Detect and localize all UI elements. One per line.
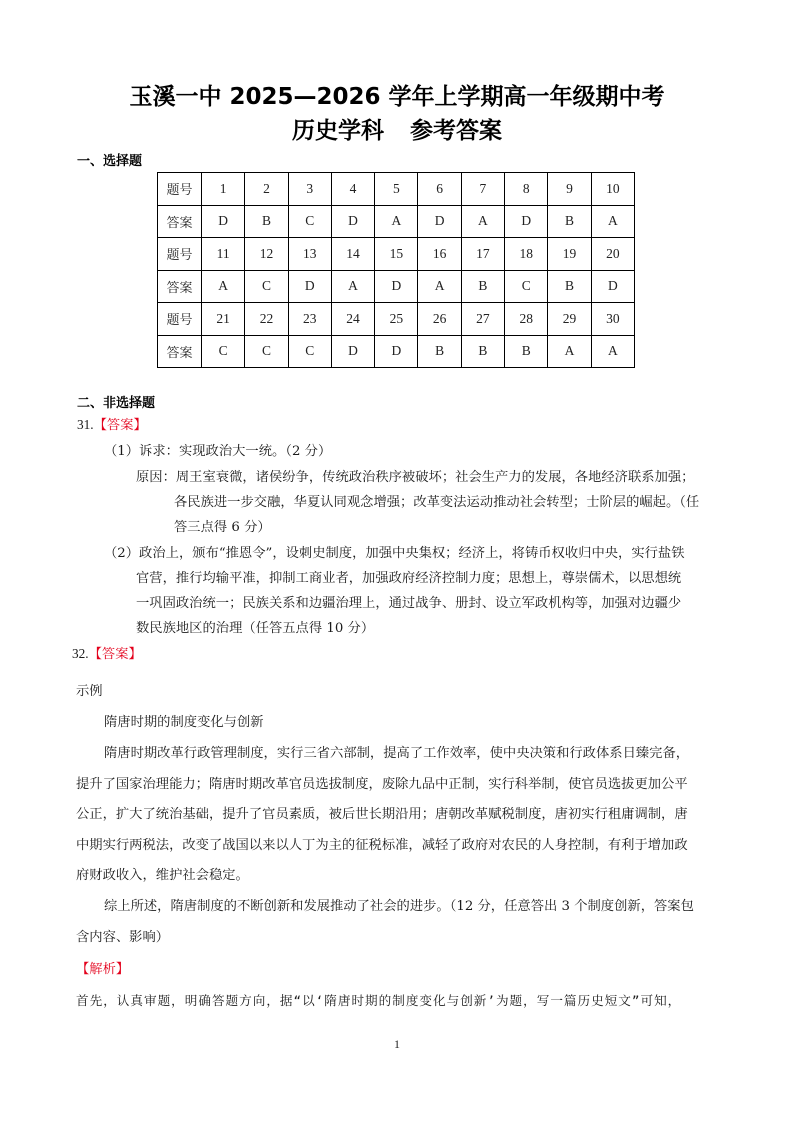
q32-essay-line: 隋唐时期改革行政管理制度，实行三省六部制，提高了工作效率，使中央决策和行政体系日臻完备， [104, 746, 690, 761]
answer-cell: A [331, 270, 374, 303]
question-number-cell: 13 [288, 238, 331, 271]
question-number-cell: 8 [505, 173, 548, 206]
answer-cell: B [418, 335, 461, 368]
question-number-cell: 24 [331, 303, 374, 336]
q32-conclusion-line: 含内容、影响） [76, 930, 170, 945]
answer-cell: A [418, 270, 461, 303]
answer-row [158, 335, 635, 368]
question-number-cell: 6 [418, 173, 461, 206]
answer-row-label: 答案 [158, 270, 202, 303]
question-number-cell: 25 [375, 303, 418, 336]
answer-cell: A [375, 205, 418, 238]
answer-cell: B [245, 205, 288, 238]
question-number-cell: 12 [245, 238, 288, 271]
document-subtitle [0, 112, 794, 145]
answer-cell: C [288, 205, 331, 238]
answer-cell: A [591, 205, 634, 238]
question-number-cell: 20 [591, 238, 634, 271]
answer-cell: B [548, 270, 591, 303]
answer-cell: A [461, 205, 504, 238]
q32-essay-line: 府财政收入，维护社会稳定。 [76, 868, 249, 883]
question-number-cell: 29 [548, 303, 591, 336]
answer-cell: B [461, 270, 504, 303]
question-number-row-label: 题号 [158, 303, 202, 336]
section-heading-multiple-choice: 一、选择题 [77, 154, 143, 169]
question-number-cell: 14 [331, 238, 374, 271]
answer-cell: B [548, 205, 591, 238]
question-number-cell: 10 [591, 173, 634, 206]
answer-cell: D [505, 205, 548, 238]
question-number-row-label: 题号 [158, 238, 202, 271]
answer-cell: A [202, 270, 245, 303]
question-number-cell: 11 [202, 238, 245, 271]
q31-part2-line: （2）政治上，颁布“推恩令”，设刺史制度，加强中央集权；经济上，将铸币权收归中央，实行盐铁 [104, 546, 685, 561]
question-number-cell: 2 [245, 173, 288, 206]
q32-example-label: 示例 [76, 684, 103, 699]
q31-part2-line: 官营，推行均输平准，抑制工商业者，加强政府经济控制力度；思想上，尊崇儒术，以思想统 [136, 571, 682, 586]
q31-part1-demand: （1）诉求：实现政治大一统。（2 分） [104, 444, 332, 459]
question-number-cell: 1 [202, 173, 245, 206]
page-number: 1 [394, 1037, 400, 1051]
q32-essay-line: 提升了国家治理能力；隋唐时期改革官员选拔制度，废除九品中正制，实行科举制，使官员选拔更加公平 [76, 777, 688, 792]
question-number-cell: 27 [461, 303, 504, 336]
q32-analysis-tag: 【解析】 [76, 962, 130, 977]
answer-cell: D [375, 335, 418, 368]
q32-header [72, 643, 142, 662]
q32-conclusion-line: 综上所述，隋唐制度的不断创新和发展推动了社会的进步。（12 分，任意答出 3 个制度创新，答案包 [104, 899, 694, 914]
q31-part2-line: 一巩固政治统一；民族关系和边疆治理上，通过战争、册封、设立军政机构等，加强对边疆少 [136, 596, 682, 611]
answer-cell: A [591, 335, 634, 368]
question-number-cell: 4 [331, 173, 374, 206]
q32-number: 32. [72, 646, 89, 661]
question-number-cell: 22 [245, 303, 288, 336]
answer-cell: D [288, 270, 331, 303]
q32-essay-title: 隋唐时期的制度变化与创新 [104, 715, 264, 730]
q31-part2-line: 数民族地区的治理（任答五点得 10 分） [136, 621, 375, 636]
answer-cell: D [331, 335, 374, 368]
question-number-row [158, 173, 635, 206]
q32-essay-line: 公正，扩大了统治基础，提升了官员素质，被后世长期沿用；唐朝改革赋税制度，唐初实行租庸调制，唐 [76, 807, 688, 822]
q31-part1-reason-line: 各民族进一步交融，华夏认同观念增强；改革变法运动推动社会转型；士阶层的崛起。（任 [174, 495, 700, 510]
answer-row-label: 答案 [158, 205, 202, 238]
answer-cell: D [375, 270, 418, 303]
answer-cell: A [548, 335, 591, 368]
answer-cell: D [418, 205, 461, 238]
answer-cell: D [591, 270, 634, 303]
q31-part1-reason-line: 原因：周王室衰微，诸侯纷争，传统政治秩序被破坏；社会生产力的发展，各地经济联系加强； [136, 470, 695, 485]
question-number-cell: 28 [505, 303, 548, 336]
question-number-cell: 19 [548, 238, 591, 271]
answer-row-label: 答案 [158, 335, 202, 368]
answer-table [157, 172, 635, 368]
answer-row [158, 270, 635, 303]
answer-cell: C [505, 270, 548, 303]
q32-analysis-text: 首先，认真审题，明确答题方向，据“以‘隋唐时期的制度变化与创新’为题，写一篇历史短文”可知， [76, 993, 682, 1008]
answer-cell: C [288, 335, 331, 368]
answer-row [158, 205, 635, 238]
question-number-cell: 18 [505, 238, 548, 271]
question-number-cell: 21 [202, 303, 245, 336]
answer-cell: B [505, 335, 548, 368]
q32-answer-tag: 【答案】 [88, 647, 142, 662]
answer-key-label: 参考答案 [410, 118, 502, 144]
q32-essay-line: 中期实行两税法，改变了战国以来以人丁为主的征税标准，减轻了政府对农民的人身控制，有利于增加政 [76, 838, 688, 853]
q31-part1-reason-line: 答三点得 6 分） [174, 520, 271, 535]
question-number-cell: 16 [418, 238, 461, 271]
question-number-row [158, 238, 635, 271]
question-number-cell: 23 [288, 303, 331, 336]
answer-cell: B [461, 335, 504, 368]
question-number-cell: 5 [375, 173, 418, 206]
question-number-cell: 15 [375, 238, 418, 271]
question-number-row-label: 题号 [158, 173, 202, 206]
question-number-row [158, 303, 635, 336]
question-number-cell: 3 [288, 173, 331, 206]
question-number-cell: 30 [591, 303, 634, 336]
question-number-cell: 17 [461, 238, 504, 271]
answer-cell: C [245, 270, 288, 303]
answer-cell: C [202, 335, 245, 368]
answer-cell: C [245, 335, 288, 368]
document-title: 玉溪一中 2025—2026 学年上学期高一年级期中考 [129, 84, 665, 110]
answer-cell: D [331, 205, 374, 238]
q31-header [77, 414, 147, 433]
q31-number: 31. [77, 417, 94, 432]
section-heading-non-multiple-choice: 二、非选择题 [77, 396, 156, 411]
answer-cell: D [202, 205, 245, 238]
question-number-cell: 26 [418, 303, 461, 336]
question-number-cell: 7 [461, 173, 504, 206]
q31-answer-tag: 【答案】 [93, 418, 147, 433]
subject-label: 历史学科 [292, 118, 384, 144]
question-number-cell: 9 [548, 173, 591, 206]
